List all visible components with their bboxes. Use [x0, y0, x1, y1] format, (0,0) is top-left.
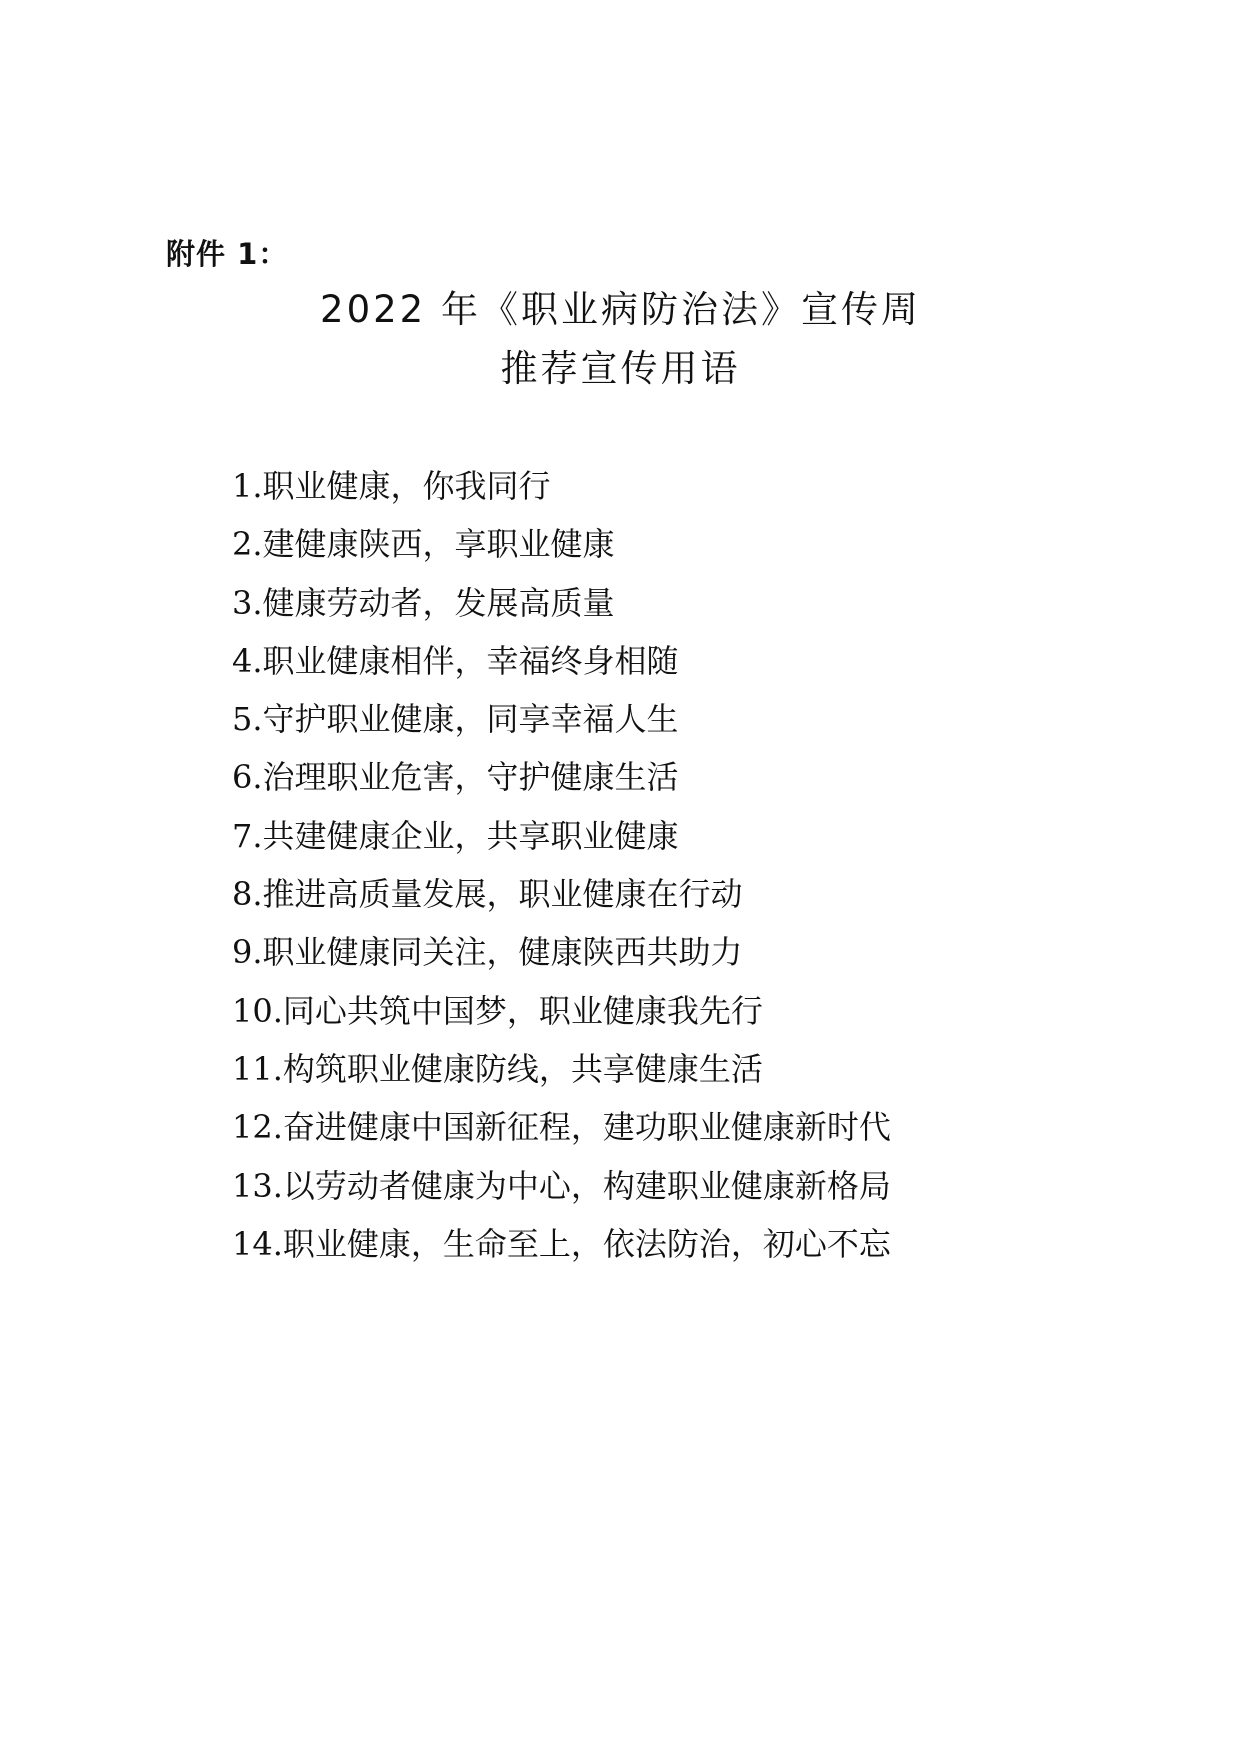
- slogan-item: 2.建健康陕西，享职业健康: [232, 525, 615, 564]
- slogan-item: 14.职业健康，生命至上，依法防治，初心不忘: [232, 1224, 891, 1263]
- slogan-item: 3.健康劳动者，发展高质量: [232, 583, 615, 622]
- document-title: 2022 年《职业病防治法》宣传周: [320, 288, 921, 331]
- slogan-item: 1.职业健康，你我同行: [232, 467, 551, 505]
- slogan-item: 9.职业健康同关注，健康陕西共助力: [232, 933, 743, 972]
- slogan-item: 8.推进高质量发展，职业健康在行动: [232, 875, 743, 914]
- slogan-item: 5.守护职业健康，同享幸福人生: [232, 700, 679, 739]
- slogan-item: 6.治理职业危害，守护健康生活: [232, 758, 679, 797]
- slogan-item: 10.同心共筑中国梦，职业健康我先行: [232, 991, 763, 1030]
- slogan-list: [232, 462, 891, 1278]
- slogan-item: 4.职业健康相伴，幸福终身相随: [232, 641, 679, 680]
- document-subtitle: 推荐宣传用语: [500, 347, 741, 390]
- slogan-item: 13.以劳动者健康为中心，构建职业健康新格局: [232, 1166, 891, 1205]
- slogan-item: 7.共建健康企业，共享职业健康: [232, 816, 679, 855]
- attachment-label: 附件 1：: [166, 237, 289, 271]
- slogan-item: 11.构筑职业健康防线，共享健康生活: [232, 1049, 763, 1088]
- slogan-item: 12.奋进健康中国新征程，建功职业健康新时代: [232, 1108, 891, 1147]
